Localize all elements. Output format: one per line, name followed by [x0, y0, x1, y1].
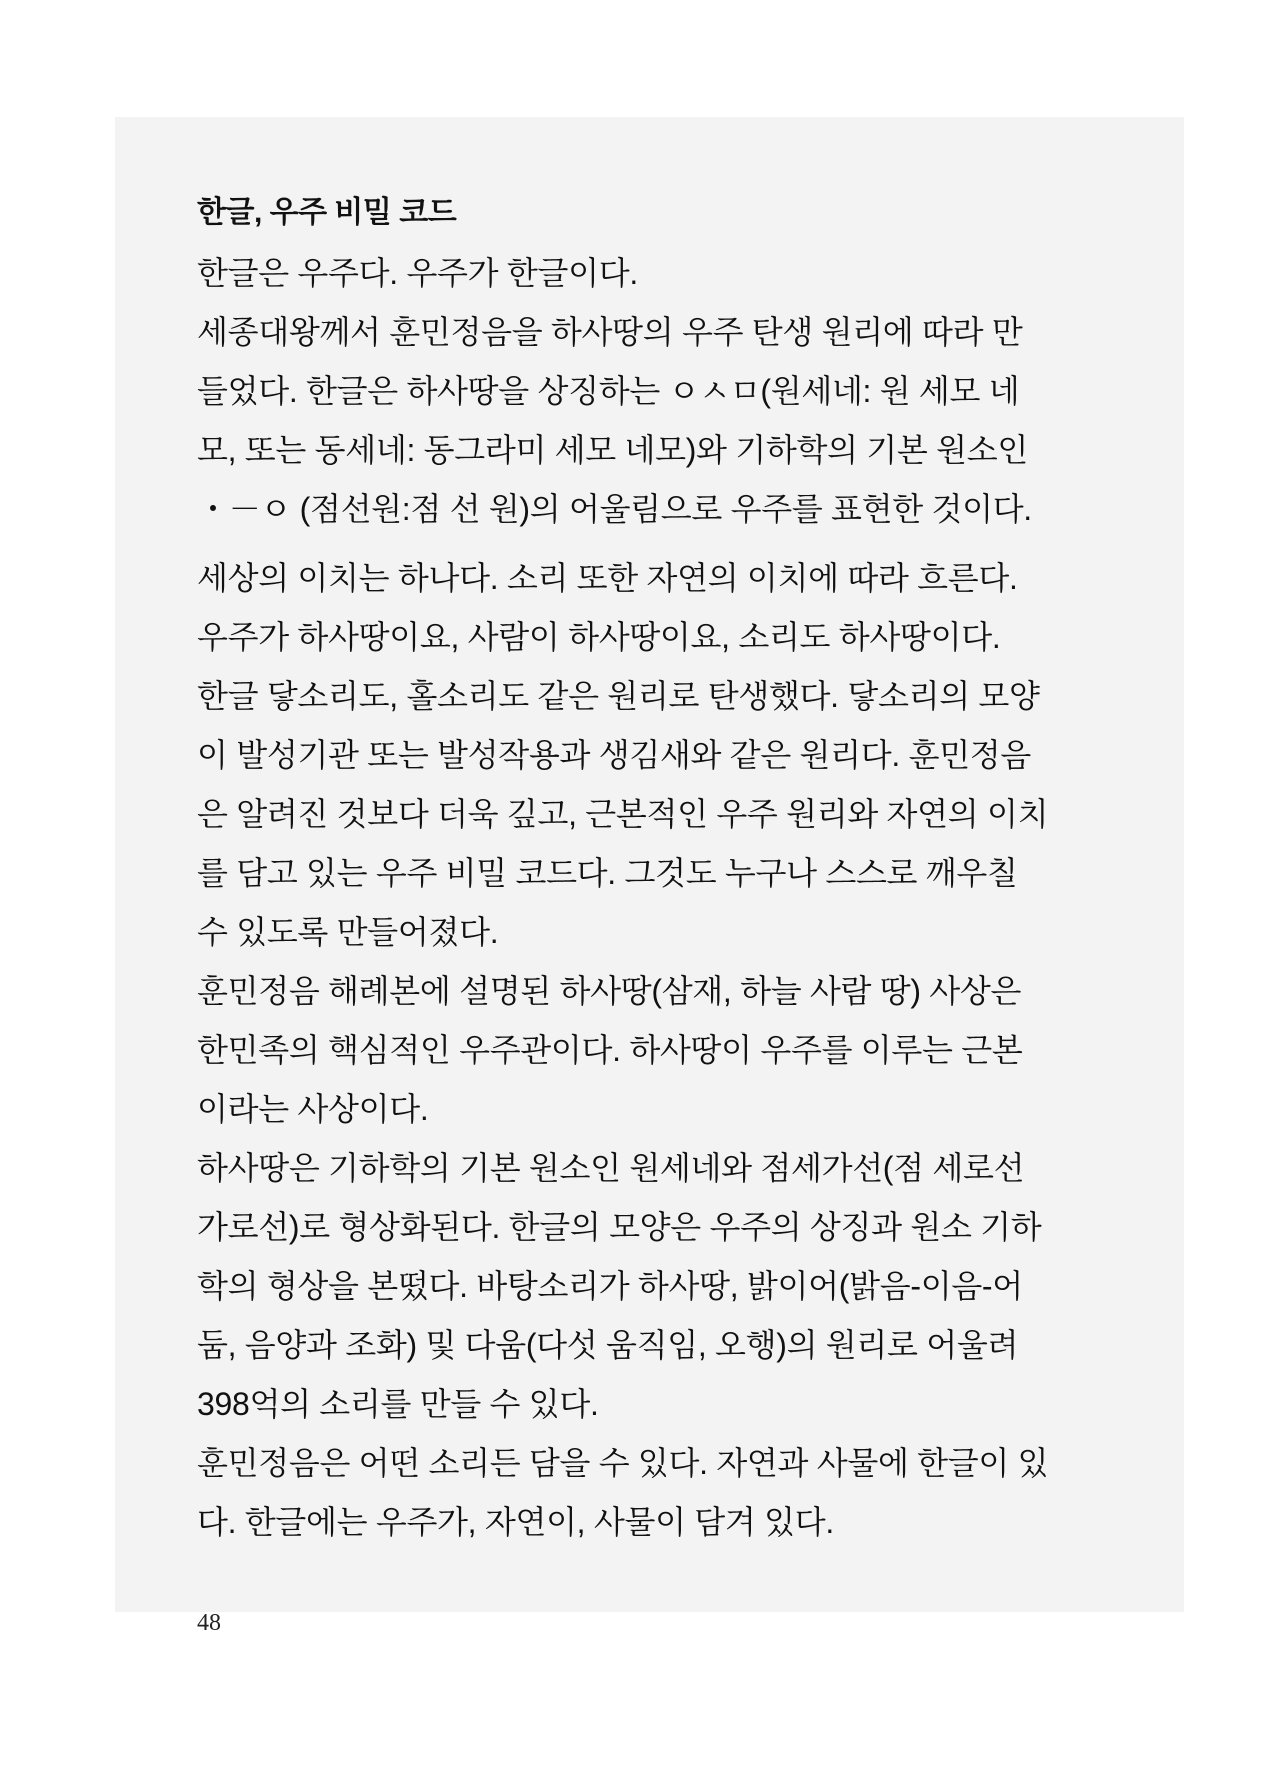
- paragraph-2: [197, 549, 1157, 1552]
- text-line: 수 있도록 만들어졌다.: [197, 914, 499, 950]
- text-line: 한글은 우주다. 우주가 한글이다.: [197, 255, 638, 291]
- text-line: 가로선)로 형상화된다. 한글의 모양은 우주의 상징과 원소 기하: [197, 1209, 1042, 1245]
- text-line: 398억의 소리를 만들 수 있다.: [197, 1386, 599, 1422]
- text-line: 다. 한글에는 우주가, 자연이, 사물이 담겨 있다.: [197, 1504, 834, 1540]
- paragraph-1: [197, 244, 1157, 539]
- page-number: 48: [197, 1610, 221, 1636]
- text-line: 들었다. 한글은 하사땅을 상징하는 ㅇㅅㅁ(원세네: 원 세모 네: [197, 373, 1020, 409]
- text-line: 를 담고 있는 우주 비밀 코드다. 그것도 누구나 스스로 깨우칠: [197, 855, 1018, 891]
- text-line: ・－ㅇ (점선원:점 선 원)의 어울림으로 우주를 표현한 것이다.: [197, 491, 1032, 527]
- text-line: 한글 닿소리도, 홀소리도 같은 원리로 탄생했다. 닿소리의 모양: [197, 678, 1040, 714]
- text-line: 한민족의 핵심적인 우주관이다. 하사땅이 우주를 이루는 근본: [197, 1032, 1023, 1068]
- content-box: [115, 117, 1184, 1612]
- text-line: 둠, 음양과 조화) 및 다움(다섯 움직임, 오행)의 원리로 어울려: [197, 1327, 1019, 1363]
- text-line: 훈민정음은 어떤 소리든 담을 수 있다. 자연과 사물에 한글이 있: [197, 1445, 1049, 1481]
- text-line: 세종대왕께서 훈민정음을 하사땅의 우주 탄생 원리에 따라 만: [197, 314, 1023, 350]
- text-line: 우주가 하사땅이요, 사람이 하사땅이요, 소리도 하사땅이다.: [197, 619, 1001, 655]
- text-line: 이라는 사상이다.: [197, 1091, 429, 1127]
- text-line: 은 알려진 것보다 더욱 깊고, 근본적인 우주 원리와 자연의 이치: [197, 796, 1049, 832]
- text-line: 이 발성기관 또는 발성작용과 생김새와 같은 원리다. 훈민정음: [197, 737, 1032, 773]
- text-line: 학의 형상을 본떴다. 바탕소리가 하사땅, 밝이어(밝음-이음-어: [197, 1268, 1023, 1304]
- text-line: 모, 또는 동세네: 동그라미 세모 네모)와 기하학의 기본 원소인: [197, 432, 1028, 468]
- text-line: 하사땅은 기하학의 기본 원소인 원세네와 점세가선(점 세로선: [197, 1150, 1025, 1186]
- text-line: 훈민정음 해례본에 설명된 하사땅(삼재, 하늘 사람 땅) 사상은: [197, 973, 1022, 1009]
- section-title: 한글, 우주 비밀 코드: [197, 196, 457, 229]
- text-line: 세상의 이치는 하나다. 소리 또한 자연의 이치에 따라 흐른다.: [197, 560, 1018, 596]
